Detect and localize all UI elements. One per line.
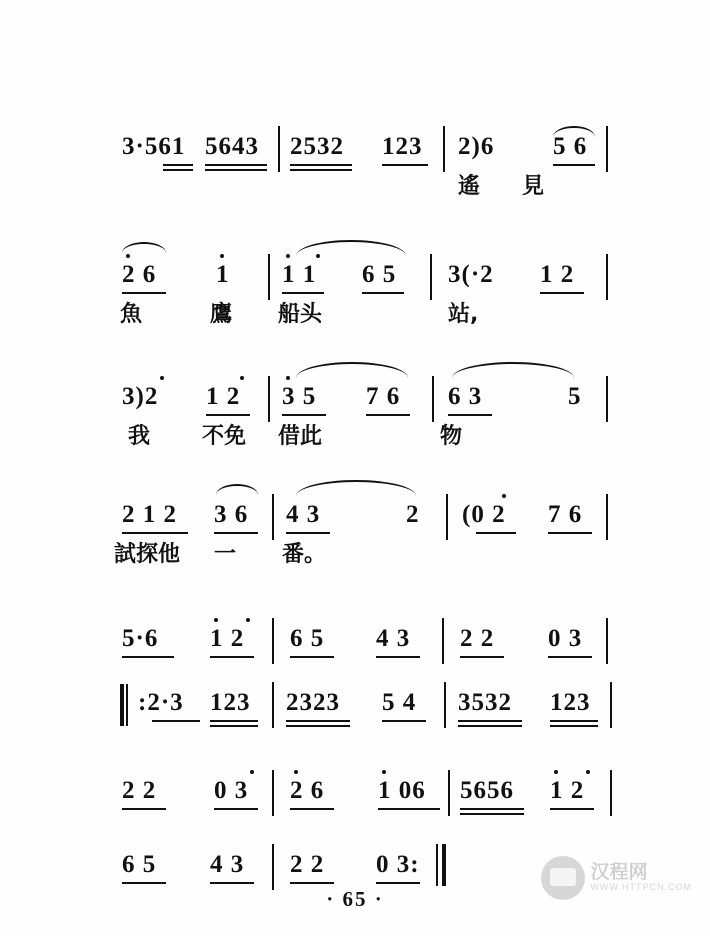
barline <box>278 126 280 172</box>
lyric-syllable: 我 <box>128 424 151 449</box>
octave-dot <box>586 770 590 774</box>
measure-notes: 2 6 <box>290 777 325 804</box>
beam <box>286 532 330 534</box>
measure-notes: 2 <box>406 501 420 528</box>
measure-notes: :2·3 <box>138 689 184 716</box>
barline <box>272 494 274 540</box>
lyric-syllable: 不免 <box>202 424 247 449</box>
beam <box>210 720 258 722</box>
beam <box>214 808 258 810</box>
beam <box>376 882 420 884</box>
barline <box>272 770 274 816</box>
beam <box>282 414 326 416</box>
barline <box>268 254 270 300</box>
measure-notes: 3 5 <box>282 383 317 410</box>
slur <box>122 242 166 253</box>
barline <box>606 126 608 172</box>
lyric-syllable: 魚 <box>120 302 143 327</box>
beam <box>290 164 352 166</box>
lyric-syllable: 一 <box>214 542 237 567</box>
measure-notes: 6 3 <box>448 383 483 410</box>
beam <box>548 656 592 658</box>
barline <box>442 618 444 664</box>
measure-notes: 1 06 <box>378 777 426 804</box>
measure-notes: 5656 <box>460 777 514 804</box>
measure-notes: 123 <box>382 133 423 160</box>
octave-dot <box>240 376 244 380</box>
lyric-syllable: 見 <box>522 174 545 199</box>
watermark-name: 汉程网 <box>590 861 648 884</box>
beam <box>458 725 522 727</box>
beam <box>553 164 595 166</box>
beam <box>210 656 254 658</box>
lyric-syllable: 物 <box>440 424 463 449</box>
beam <box>290 882 334 884</box>
barline <box>610 682 612 728</box>
lyric-syllable: 船头 <box>278 302 323 327</box>
octave-dot <box>286 376 290 380</box>
measure-notes: 5·6 <box>122 625 159 652</box>
octave-dot <box>250 770 254 774</box>
beam <box>205 169 267 171</box>
octave-dot <box>554 770 558 774</box>
beam <box>122 656 174 658</box>
measure-notes: 3532 <box>458 689 512 716</box>
page-number: · 65 · <box>326 887 384 911</box>
beam <box>382 720 426 722</box>
measure-notes: 1 2 <box>550 777 585 804</box>
barline <box>430 254 432 300</box>
octave-dot <box>160 376 164 380</box>
beam <box>460 808 524 810</box>
beam <box>382 164 428 166</box>
barline <box>432 376 434 422</box>
barline <box>272 682 274 728</box>
watermark <box>541 856 692 900</box>
stave-6 <box>110 672 610 746</box>
slur <box>296 240 406 256</box>
barline <box>272 618 274 664</box>
beam <box>540 292 584 294</box>
measure-notes: 0 3: <box>376 851 420 878</box>
lyric-syllable: 遙 <box>458 174 481 199</box>
beam <box>290 656 334 658</box>
measure-notes: 1 2 <box>206 383 241 410</box>
slur <box>296 480 416 496</box>
stave-7 <box>110 760 610 834</box>
measure-notes: 6 5 <box>290 625 325 652</box>
beam <box>290 169 352 171</box>
beam <box>282 292 324 294</box>
beam <box>458 720 522 722</box>
beam <box>376 656 420 658</box>
beam <box>163 164 193 166</box>
measure-notes: 5 4 <box>382 689 417 716</box>
stave-2 <box>110 240 610 327</box>
measure-notes: 4 3 <box>210 851 245 878</box>
beam <box>286 725 350 727</box>
stave-5 <box>110 608 610 682</box>
measure-notes: 6 5 <box>362 261 397 288</box>
lyric-syllable: 番。 <box>282 542 327 567</box>
barline <box>444 682 446 728</box>
barline <box>606 618 608 664</box>
measure-notes: 2 2 <box>122 777 157 804</box>
measure-notes: 7 6 <box>548 501 583 528</box>
measure-notes: 2 1 2 <box>122 501 177 528</box>
octave-dot <box>382 770 386 774</box>
barline <box>446 494 448 540</box>
beam <box>163 169 193 171</box>
measure-notes: 1 <box>216 261 230 288</box>
slur <box>452 362 574 378</box>
barline <box>606 254 608 300</box>
measure-notes: 4 3 <box>286 501 321 528</box>
measure-notes: 1 2 <box>540 261 575 288</box>
measure-notes: 5 6 <box>553 133 588 160</box>
octave-dot <box>294 770 298 774</box>
octave-dot <box>214 618 218 622</box>
slur <box>296 362 408 378</box>
lyric-syllable: 借此 <box>278 424 323 449</box>
barline <box>606 494 608 540</box>
watermark-logo-icon <box>541 856 585 900</box>
beam <box>476 532 516 534</box>
lyric-syllable: 試探他 <box>114 542 181 567</box>
measure-notes: 0 3 <box>548 625 583 652</box>
measure-notes: (0 2 <box>462 501 506 528</box>
beam <box>550 725 598 727</box>
beam <box>378 808 440 810</box>
beam <box>550 720 598 722</box>
stave-4 <box>110 480 610 567</box>
measure-notes: 2323 <box>286 689 340 716</box>
measure-notes: 0 3 <box>214 777 249 804</box>
measure-notes: 2)6 <box>458 133 495 160</box>
barline <box>268 376 270 422</box>
lyric-syllable: 鷹 <box>210 302 233 327</box>
beam <box>460 656 504 658</box>
repeat-end-sign <box>436 844 450 886</box>
slur <box>216 484 258 495</box>
measure-notes: 2 2 <box>290 851 325 878</box>
measure-notes: 2 6 <box>122 261 157 288</box>
octave-dot <box>246 618 250 622</box>
measure-notes: 3)2 <box>122 383 159 410</box>
barline <box>272 844 274 890</box>
measure-notes: 7 6 <box>366 383 401 410</box>
beam <box>286 720 350 722</box>
measure-notes: 6 5 <box>122 851 157 878</box>
beam <box>366 414 410 416</box>
measure-notes: 5643 <box>205 133 259 160</box>
octave-dot <box>502 494 506 498</box>
beam <box>460 813 524 815</box>
stave-1 <box>110 118 610 199</box>
octave-dot <box>220 254 224 258</box>
beam <box>448 414 492 416</box>
beam <box>122 532 188 534</box>
measure-notes: 2532 <box>290 133 344 160</box>
beam <box>206 414 250 416</box>
measure-notes: 3(·2 <box>448 261 494 288</box>
measure-notes: 3·561 <box>122 133 186 160</box>
beam <box>210 882 254 884</box>
barline <box>448 770 450 816</box>
lyric-syllable: 站, <box>448 302 479 327</box>
octave-dot <box>286 254 290 258</box>
measure-notes: 5 <box>568 383 582 410</box>
beam <box>122 292 166 294</box>
beam <box>214 532 258 534</box>
beam <box>290 808 334 810</box>
repeat-start-sign <box>120 684 134 726</box>
beam <box>205 164 267 166</box>
measure-notes: 1 1 <box>282 261 317 288</box>
stave-3 <box>110 362 610 449</box>
beam <box>152 720 200 722</box>
watermark-url: WWW.HTTPCN.COM <box>590 882 692 893</box>
measure-notes: 123 <box>210 689 251 716</box>
barline <box>606 376 608 422</box>
measure-notes: 4 3 <box>376 625 411 652</box>
beam <box>122 882 166 884</box>
beam <box>210 725 258 727</box>
beam <box>548 532 592 534</box>
barline <box>443 126 445 172</box>
measure-notes: 1 2 <box>210 625 245 652</box>
beam <box>362 292 404 294</box>
octave-dot <box>126 254 130 258</box>
measure-notes: 3 6 <box>214 501 249 528</box>
barline <box>610 770 612 816</box>
beam <box>122 808 166 810</box>
measure-notes: 123 <box>550 689 591 716</box>
measure-notes: 2 2 <box>460 625 495 652</box>
beam <box>550 808 594 810</box>
